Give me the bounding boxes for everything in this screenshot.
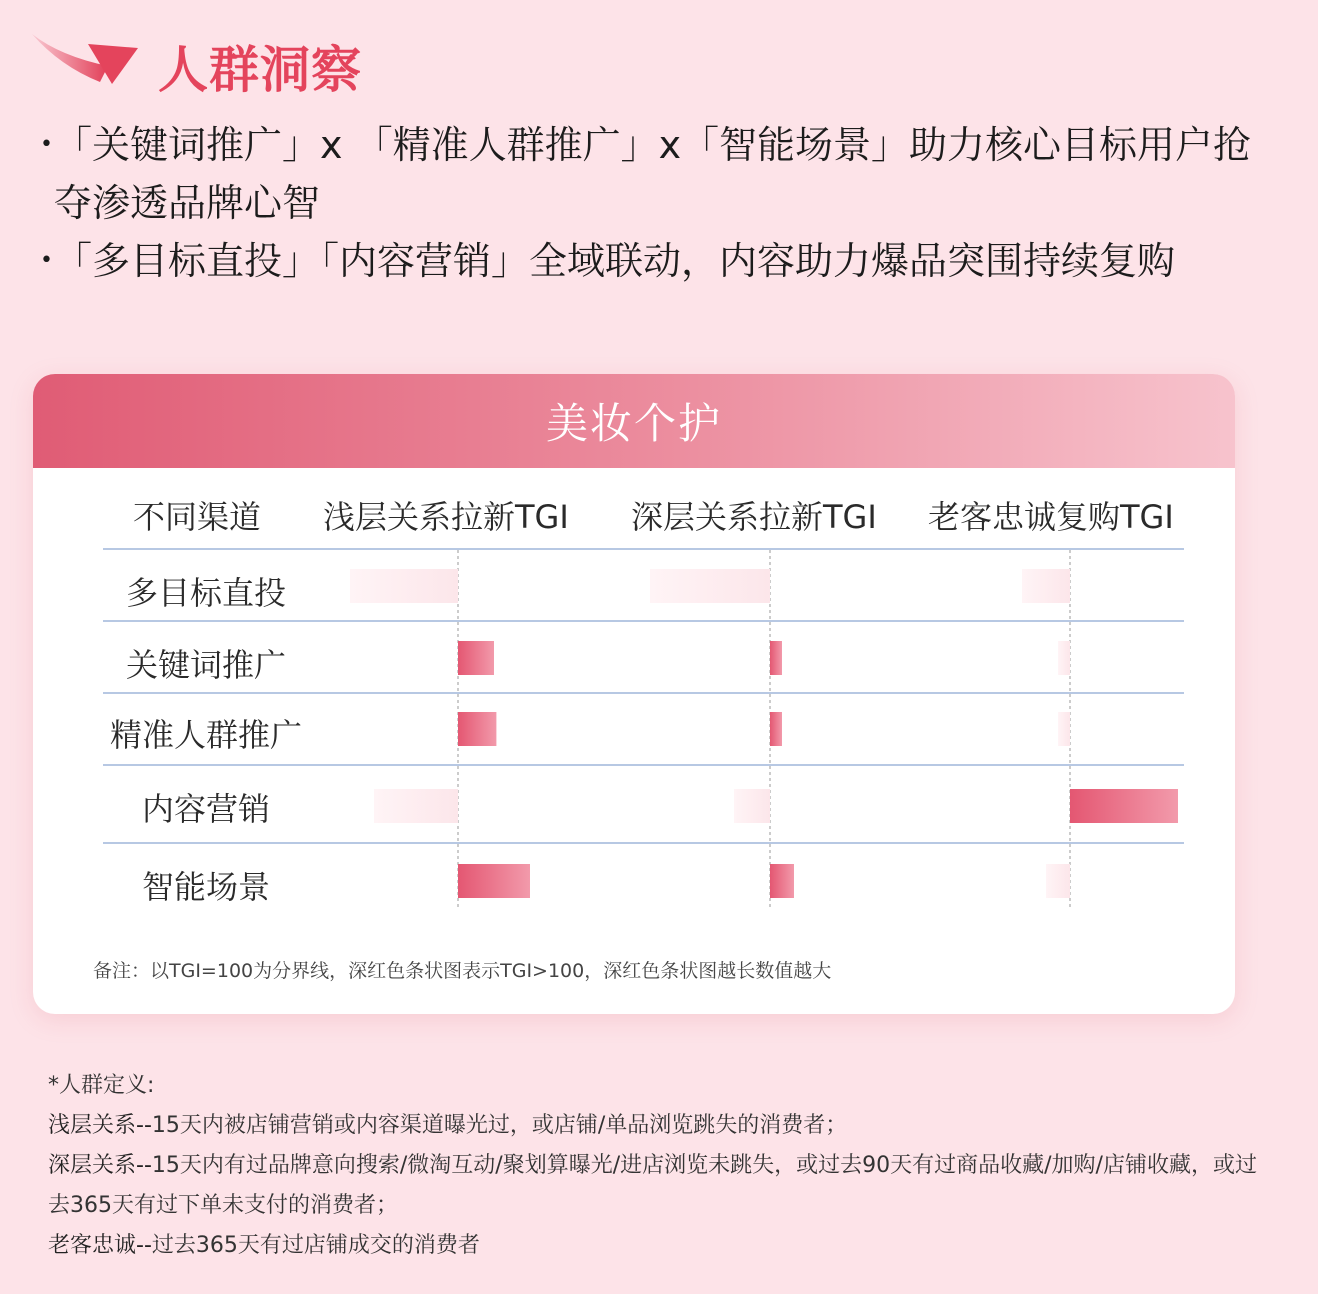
bar-2-0	[1022, 569, 1070, 603]
bar-0-1	[458, 641, 494, 675]
definition-label: 深层关系--	[48, 1153, 152, 1178]
definitions-heading: *人群定义:	[48, 1073, 155, 1098]
bar-0-2	[458, 712, 496, 746]
chart-card	[33, 374, 1235, 1014]
row-label: 多目标直投	[125, 574, 286, 612]
bullet-text: 「多目标直投」「内容营销」全域联动，内容助力爆品突围持续复购	[54, 239, 1176, 283]
bullet-list	[40, 116, 1260, 290]
definition-item	[48, 1146, 1273, 1226]
definition-item	[48, 1106, 1273, 1146]
bullet-text: 「关键词推广」x 「精准人群推广」x「智能场景」助力核心目标用户抢夺渗透品牌心智	[54, 123, 1252, 225]
bar-1-4	[770, 864, 794, 898]
definition-label: 老客忠诚--	[48, 1233, 152, 1258]
definition-item	[48, 1226, 1273, 1266]
column-header-channel: 不同渠道	[133, 498, 262, 536]
card-title: 美妆个护	[33, 374, 1235, 468]
bullet-dot: •	[40, 132, 53, 157]
column-header-loyal: 老客忠诚复购TGI	[928, 498, 1174, 536]
bullet-item	[40, 232, 1260, 290]
bar-1-2	[770, 712, 782, 746]
definition-text: 15天内被店铺营销或内容渠道曝光过，或店铺/单品浏览跳失的消费者；	[151, 1113, 848, 1138]
bar-1-0	[650, 569, 770, 603]
column-header-deep: 深层关系拉新TGI	[631, 498, 877, 536]
bar-0-4	[458, 864, 530, 898]
bar-1-3	[734, 789, 770, 823]
bar-0-3	[374, 789, 458, 823]
page-title: 人群洞察	[158, 41, 362, 99]
definitions	[48, 1066, 1273, 1266]
bullet-item	[40, 116, 1260, 232]
definition-label: 浅层关系--	[48, 1113, 152, 1138]
chart-note: 备注：以TGI=100为分界线，深红色条状图表示TGI>100，深红色条状图越长数值越大	[93, 960, 832, 982]
bar-2-1	[1058, 641, 1070, 675]
bar-1-1	[770, 641, 782, 675]
column-header-shallow: 浅层关系拉新TGI	[323, 498, 569, 536]
row-label: 内容营销	[141, 790, 270, 828]
row-label: 精准人群推广	[109, 716, 302, 754]
definition-text: 过去365天有过店铺成交的消费者	[151, 1233, 480, 1258]
bar-2-2	[1058, 712, 1070, 746]
row-label: 关键词推广	[125, 646, 286, 684]
tgi-bar-chart	[33, 374, 1235, 1014]
bar-2-4	[1046, 864, 1070, 898]
definition-text: 15天内有过品牌意向搜索/微淘互动/聚划算曝光/进店浏览未跳失，或过去90天有过商品收藏/加购/店铺收藏，或过去365天有过下单未支付的消费者；	[48, 1153, 1257, 1218]
bullet-dot: •	[40, 248, 53, 273]
logo-icon	[30, 26, 142, 86]
row-label: 智能场景	[141, 868, 270, 906]
bar-2-3	[1070, 789, 1178, 823]
bar-0-0	[350, 569, 458, 603]
header	[30, 22, 630, 102]
